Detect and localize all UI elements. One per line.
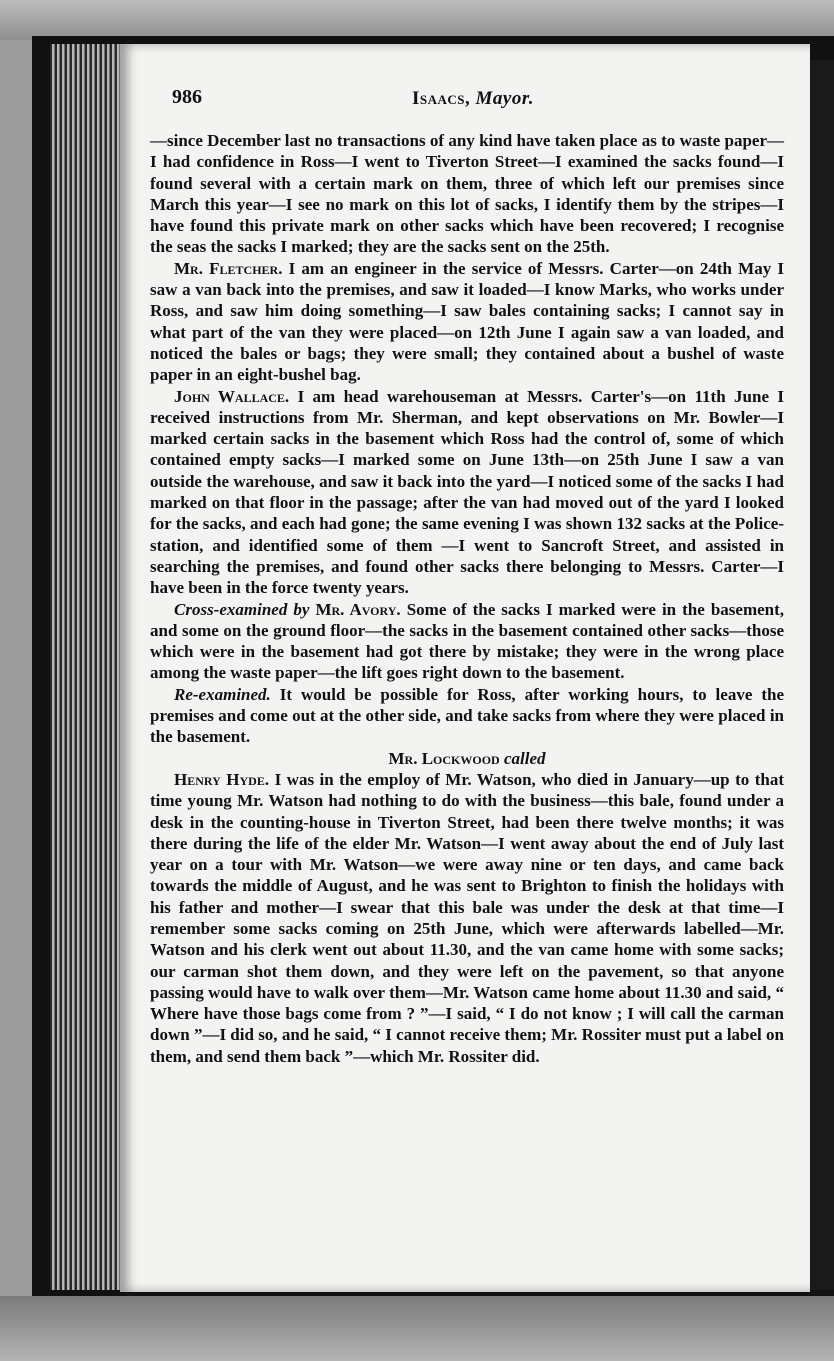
scan-top-margin [0, 0, 834, 40]
examination-lead: Re-examined. [174, 684, 271, 704]
examination-lead: Cross-examined by [174, 599, 310, 619]
running-head-name: Isaacs, [412, 88, 471, 109]
page-edges [50, 44, 124, 1290]
paragraph-re-examination [150, 684, 784, 748]
page-header [172, 86, 772, 116]
testimony-text: It would be possible for Ross, after working hours, to leave the premises and come out at the other side, and take sacks from where they were placed in the basement. [150, 684, 785, 747]
called-name: Mr. Lockwood [388, 748, 500, 768]
testimony-text: I am an engineer in the service of Messrs. Carter—on 24th May I saw a van back into the premises, and saw it loaded—I know Marks, who works under Ross, and saw him doing something—I saw bales containing sacks; I cannot say in what part of the van they were placed—on 12th June I again saw a van loaded, and noticed the bales or bags; they were small; they contained about a bushel of waste paper in an eight-bushel bag. [150, 258, 784, 385]
testimony-text: I was in the employ of Mr. Watson, who died in January—up to that time young Mr. Watson had nothing to do with the business—this bale, found under a desk in the counting-house in Tiverton Street, had been there twelve months; it was there during the life of the elder Mr. Watson—I went away about the end of July last year on a tour with Mr. Watson—we were away nine or ten days, and came back towards the middle of August, and he was sent to Brighton to finish the holidays with his father and mother—I swear that this bale was under the desk at that time—I remember some sacks coming on 25th June, which were afterwards labelled—Mr. Watson and his clerk went out about 11.30, and the van came home with some sacks; our carman shot them down, and they were left on the pavement, so that anyone passing would have to walk over them—Mr. Watson came home about 11.30 and said, “ Where have those bags come from ? ”—I said, “ I do not know ; I will call the carman down ”—I did so, and he said, “ I cannot receive them; Mr. Rossiter must put a label on them, and send them back ”—which Mr. Rossiter did. [150, 769, 784, 1066]
testimony-text: Some of the sacks I marked were in the basement, and some on the ground floor—the sacks in the basement contained other sacks—those which were in the basement had got there by mistake; they were in the wrong place among the waste paper—the lift goes right down to the basement. [150, 599, 785, 683]
witness-called-heading [150, 748, 784, 769]
called-word: called [503, 748, 546, 768]
paragraph-fletcher [150, 258, 784, 386]
speaker-name: Henry Hyde. [174, 769, 270, 789]
paragraph-hyde [150, 769, 784, 1067]
scan-bottom-margin [0, 1296, 834, 1361]
paragraph-wallace [150, 386, 784, 599]
running-head-title: Mayor. [475, 88, 534, 109]
body-text [150, 130, 784, 1067]
speaker-name: Mr. Avory. [315, 599, 401, 619]
running-head [412, 88, 534, 110]
paragraph-continued: —since December last no transactions of any kind have taken place as to waste paper—I had confidence in Ross—I went to Tiverton Street—I examined the sacks found—I found several with a certain mark on them, three of which left our premises since March this year—I see no mark on this lot of sacks, I identify them by the stripes—I have found this private mark on other sacks which have been recovered; I recognise the seas the sacks I marked; they are the sacks sent on the 25th. [150, 131, 784, 257]
speaker-name: Mr. Fletcher. [174, 258, 283, 278]
speaker-name: John Wallace. [174, 386, 290, 406]
page-number: 986 [172, 86, 202, 108]
testimony-text: I am head warehouseman at Messrs. Carter's—on 11th June I received instructions from Mr. Sherman, and kept observations on Mr. Bowler—I marked certain sacks in the basement which Ross had the control of, some of which contained empty sacks—I marked some on June 13th—on 25th June I saw a van outside the warehouse, and saw it back into the yard—I noticed some of the sacks I had marked on that floor in the passage; after the van had moved out of the yard I looked for the sacks, and each had gone; the same evening I was shown 132 sacks at the Police-station, and identified some of them —I went to Sancroft Street, and assisted in searching the premises, and found other sacks there belonging to Messrs. Carter—I have been in the force twenty years. [150, 386, 784, 598]
paragraph-cross-examination [150, 599, 784, 684]
